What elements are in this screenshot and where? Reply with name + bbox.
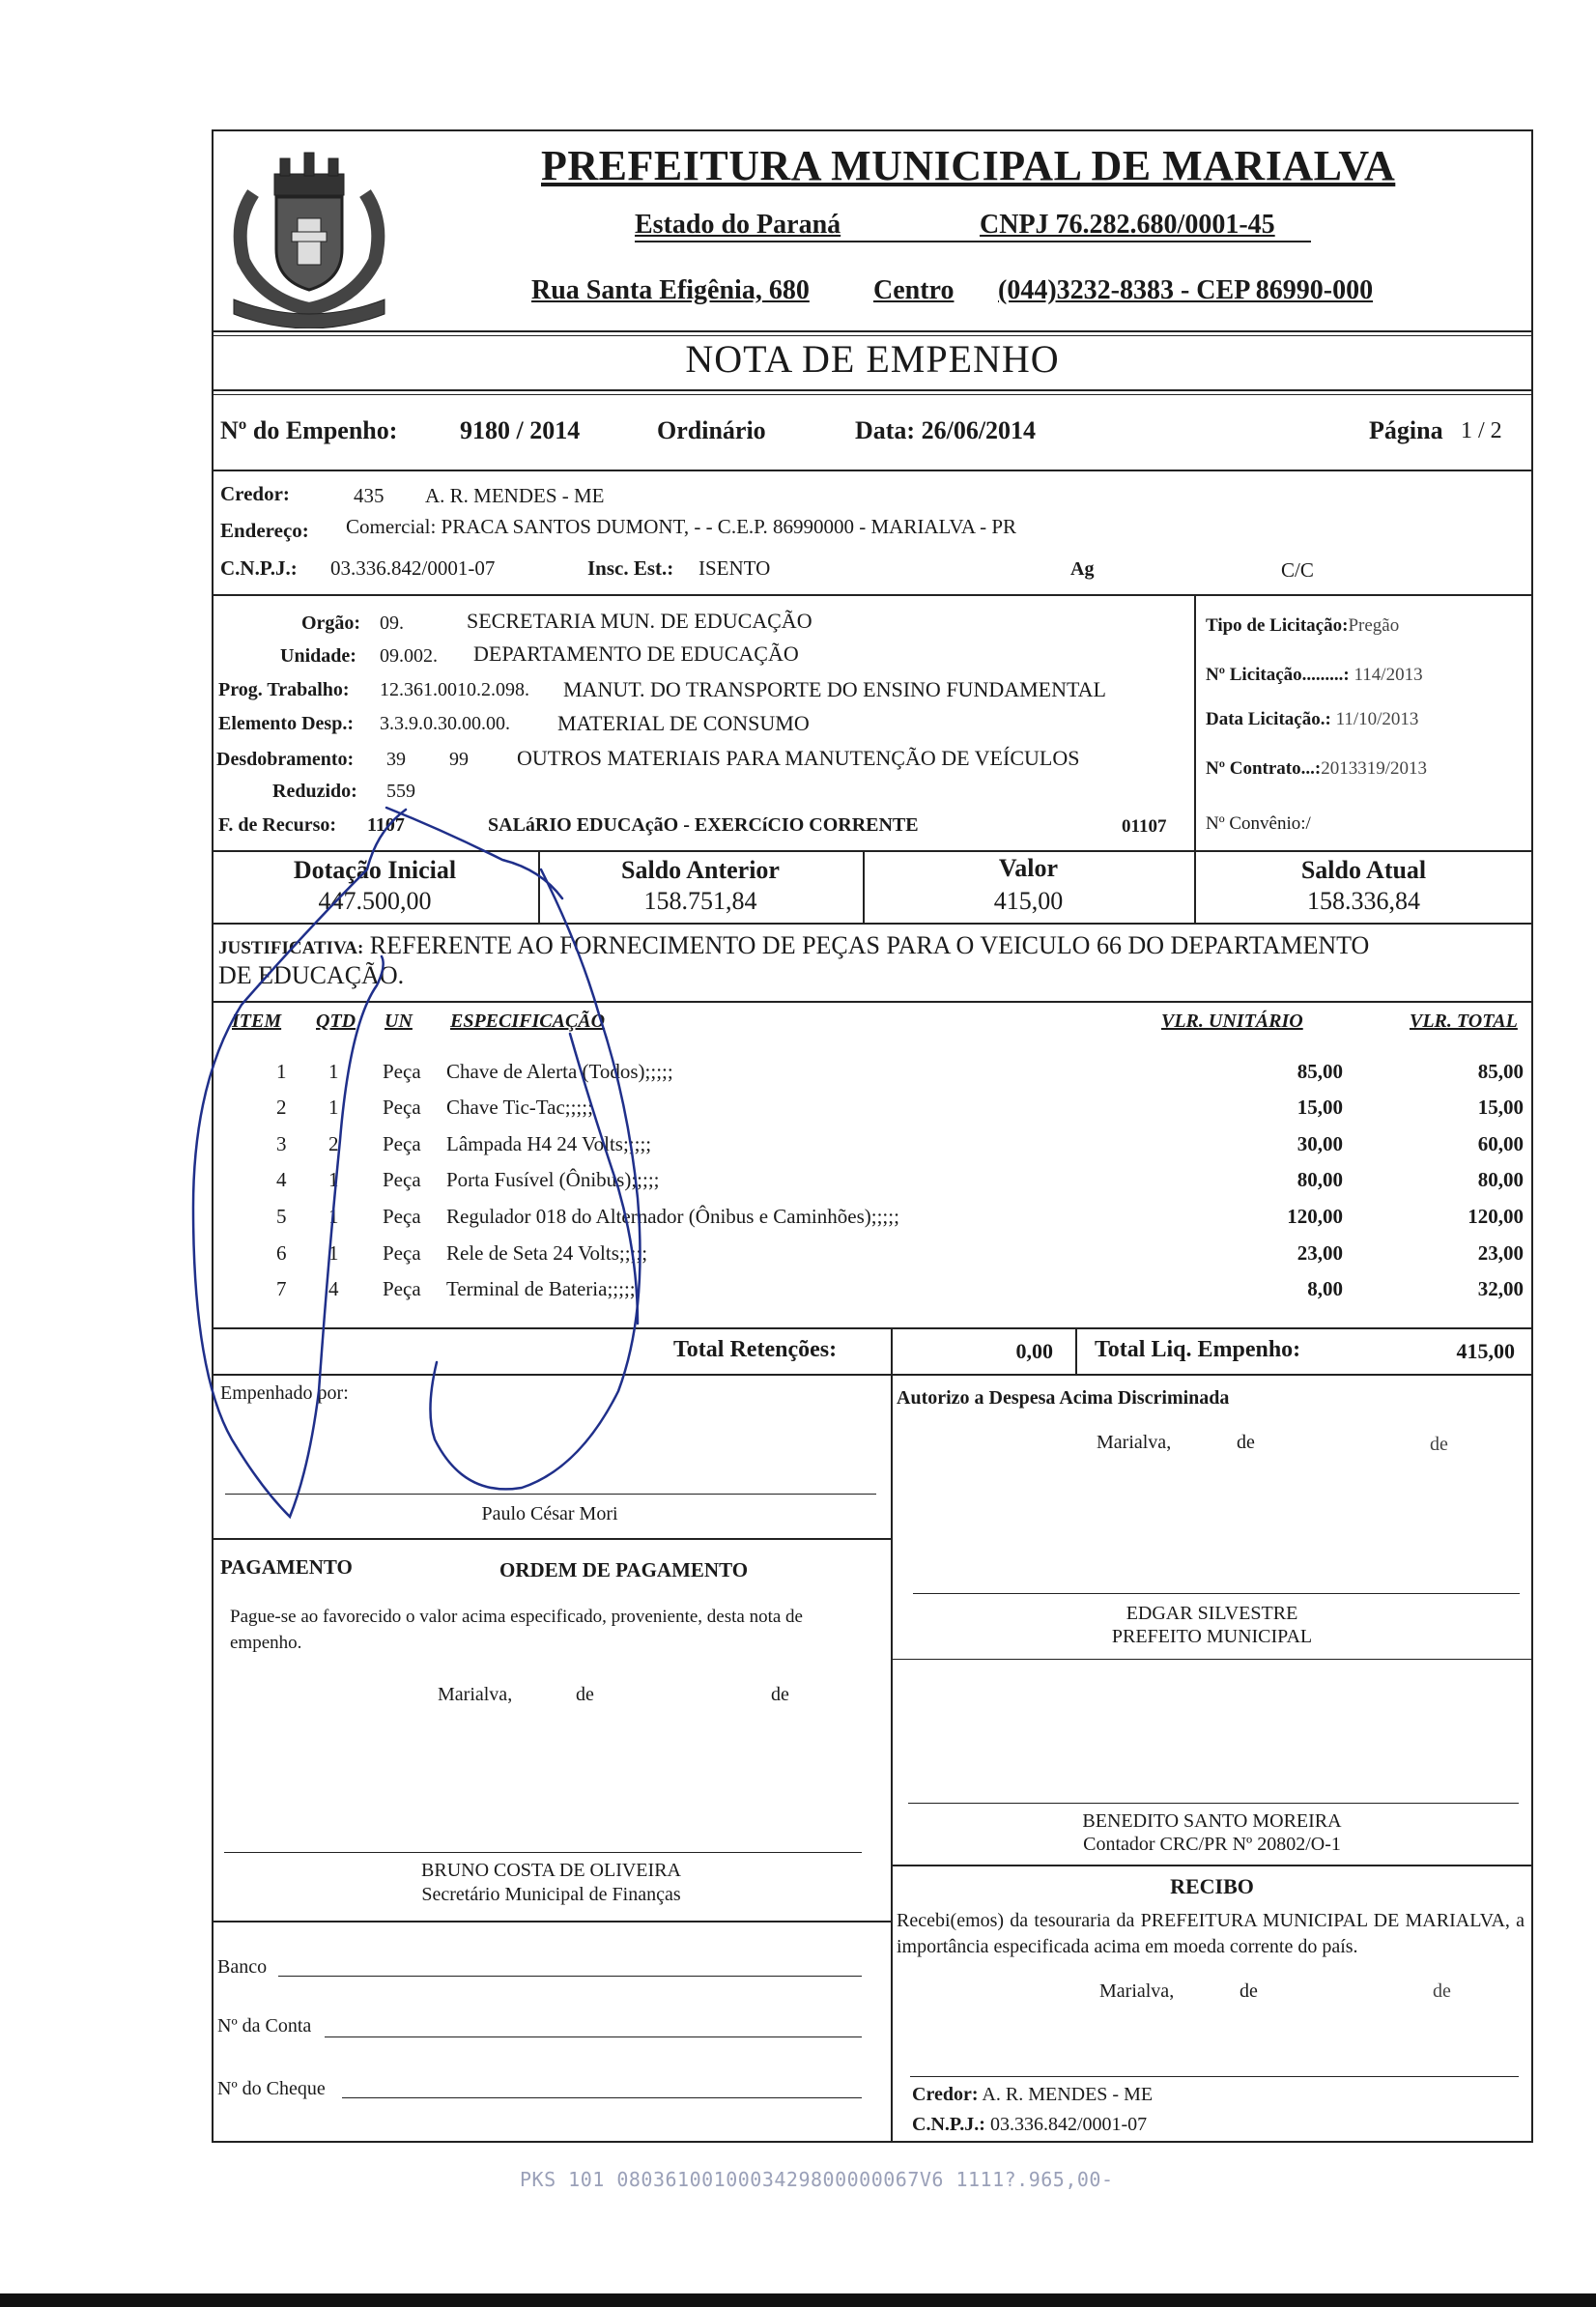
- unidade-label: Unidade:: [280, 645, 356, 667]
- retencoes-label: Total Retenções:: [673, 1337, 838, 1362]
- header-phone-cep: (044)3232-8383 - CEP 86990-000: [998, 275, 1374, 305]
- header-cnpj: CNPJ 76.282.680/0001-45: [980, 210, 1275, 240]
- recibo-place: Marialva,: [1099, 1980, 1175, 2002]
- orgao-label: Orgão:: [301, 612, 361, 634]
- desdobramento-code1: 39: [386, 749, 406, 770]
- elemento-code: 3.3.9.0.30.00.00.: [380, 713, 510, 734]
- item-unit-price: 80,00: [1297, 1168, 1343, 1191]
- saldo-atual-value: 158.336,84: [1307, 887, 1420, 915]
- col-qtd-header: QTD: [316, 1011, 356, 1032]
- credor-label: Credor:: [220, 482, 290, 505]
- orgao-code: 09.: [380, 612, 404, 634]
- col-item-header: ITEM: [232, 1011, 282, 1032]
- item-number: 7: [276, 1277, 287, 1300]
- scan-edge: [0, 2293, 1596, 2307]
- prog-name: MANUT. DO TRANSPORTE DO ENSINO FUNDAMENTAL: [563, 677, 1106, 701]
- item-spec: Rele de Seta 24 Volts;;;;;: [446, 1241, 648, 1265]
- credor-cnpj: 03.336.842/0001-07: [330, 556, 496, 580]
- item-number: 1: [276, 1060, 287, 1083]
- item-unit-price: 30,00: [1297, 1132, 1343, 1155]
- item-spec: Terminal de Bateria;;;;;: [446, 1277, 636, 1300]
- item-un: Peça: [383, 1096, 421, 1119]
- prog-label: Prog. Trabalho:: [218, 679, 350, 700]
- item-spec: Porta Fusível (Ônibus);;;;;: [446, 1168, 660, 1191]
- pagamento-place: Marialva,: [438, 1684, 513, 1705]
- num-licitacao-label: Nº Licitação.........:: [1206, 665, 1350, 685]
- item-total: 32,00: [1477, 1277, 1524, 1300]
- data-licitacao-value: 11/10/2013: [1335, 709, 1419, 729]
- col-total-header: VLR. TOTAL: [1410, 1011, 1518, 1032]
- pagamento-label: PAGAMENTO: [220, 1555, 353, 1579]
- item-qtd: 2: [328, 1132, 339, 1155]
- item-qtd: 1: [328, 1168, 339, 1191]
- autorizo-text: Autorizo a Despesa Acima Discriminada: [897, 1387, 1230, 1409]
- item-total: 80,00: [1477, 1168, 1524, 1191]
- autorizo-de2: de: [1430, 1434, 1448, 1455]
- item-unit-price: 23,00: [1297, 1241, 1343, 1265]
- header-state: Estado do Paraná: [635, 210, 841, 240]
- empenhado-label: Empenhado por:: [220, 1382, 349, 1404]
- justificativa-label: JUSTIFICATIVA:: [218, 938, 364, 958]
- item-qtd: 4: [328, 1277, 339, 1300]
- saldo-atual-label: Saldo Atual: [1300, 856, 1427, 884]
- item-total: 23,00: [1477, 1241, 1524, 1265]
- prefeito-title: PREFEITO MUNICIPAL: [1111, 1626, 1313, 1647]
- pagamento-de1: de: [576, 1684, 594, 1705]
- credor-insc: ISENTO: [698, 556, 771, 580]
- prog-code: 12.361.0010.2.098.: [380, 679, 529, 700]
- header-title: PREFEITURA MUNICIPAL DE MARIALVA: [541, 142, 1396, 189]
- unidade-code: 09.002.: [380, 645, 438, 667]
- item-qtd: 1: [328, 1060, 339, 1083]
- recibo-de2: de: [1433, 1980, 1451, 2002]
- recibo-de1: de: [1240, 1980, 1258, 2002]
- saldo-anterior-value: 158.751,84: [643, 887, 757, 915]
- ordem-pagamento: ORDEM DE PAGAMENTO: [499, 1558, 749, 1581]
- banco-label: Banco: [217, 1956, 268, 1978]
- saldo-anterior-label: Saldo Anterior: [621, 856, 780, 884]
- item-unit-price: 120,00: [1287, 1205, 1343, 1228]
- dotacao-label: Dotação Inicial: [293, 856, 457, 884]
- desdobramento-name: OUTROS MATERIAIS PARA MANUTENÇÃO DE VEÍCULOS: [517, 746, 1080, 770]
- recibo-credor-label: Credor:: [912, 2084, 979, 2105]
- desdobramento-code2: 99: [449, 749, 469, 770]
- page-value: 1 / 2: [1461, 418, 1502, 443]
- item-qtd: 1: [328, 1241, 339, 1265]
- unidade-name: DEPARTAMENTO DE EDUCAÇÃO: [473, 641, 799, 666]
- address-label: Endereço:: [220, 519, 309, 542]
- recibo-title: RECIBO: [1170, 1874, 1254, 1898]
- item-spec: Chave Tic-Tac;;;;;: [446, 1096, 593, 1119]
- item-spec: Chave de Alerta (Todos);;;;;: [446, 1060, 673, 1083]
- doc-title: NOTA DE EMPENHO: [685, 337, 1060, 381]
- header-district: Centro: [873, 275, 955, 305]
- valor-label: Valor: [998, 854, 1059, 882]
- num-licitacao-value: 114/2013: [1354, 665, 1423, 685]
- insc-label: Insc. Est.:: [587, 556, 674, 580]
- item-qtd: 1: [328, 1205, 339, 1228]
- retencoes-value: 0,00: [1015, 1339, 1053, 1363]
- elemento-name: MATERIAL DE CONSUMO: [557, 711, 810, 735]
- col-spec-header: ESPECIFICAÇÃO: [450, 1011, 606, 1032]
- item-un: Peça: [383, 1132, 421, 1155]
- item-un: Peça: [383, 1060, 421, 1083]
- autorizo-place: Marialva,: [1097, 1432, 1172, 1453]
- cheque-label: Nº do Cheque: [217, 2078, 326, 2099]
- credor-code: 435: [354, 484, 385, 507]
- item-unit-price: 15,00: [1297, 1096, 1343, 1119]
- col-unit-header: VLR. UNITÁRIO: [1161, 1011, 1303, 1032]
- item-total: 15,00: [1477, 1096, 1524, 1119]
- secretario-name: BRUNO COSTA DE OLIVEIRA: [421, 1860, 681, 1881]
- footer-code: PKS 101 0803610010003429800000067V6 1111?.965,00-: [520, 2168, 1114, 2191]
- ag-label: Ag: [1070, 558, 1095, 580]
- reduzido-value: 559: [386, 781, 415, 802]
- item-number: 5: [276, 1205, 287, 1228]
- data-licitacao-label: Data Licitação.:: [1206, 709, 1331, 729]
- item-total: 120,00: [1468, 1205, 1524, 1228]
- page-label: Página: [1369, 416, 1443, 444]
- item-number: 3: [276, 1132, 287, 1155]
- header-address: Rua Santa Efigênia, 680: [531, 275, 810, 305]
- desdobramento-label: Desdobramento:: [216, 749, 355, 770]
- item-un: Peça: [383, 1277, 421, 1300]
- secretario-title: Secretário Municipal de Finanças: [421, 1884, 681, 1905]
- convenio-label: Nº Convênio:/: [1206, 813, 1311, 834]
- contador-name: BENEDITO SANTO MOREIRA: [1082, 1810, 1342, 1832]
- item-total: 60,00: [1477, 1132, 1524, 1155]
- tipo-licitacao-value: Pregão: [1348, 615, 1400, 636]
- item-un: Peça: [383, 1168, 421, 1191]
- contrato-value: 2013319/2013: [1321, 758, 1427, 779]
- contrato-label: Nº Contrato...:: [1206, 758, 1322, 779]
- credor-name: A. R. MENDES - ME: [425, 484, 605, 507]
- reduzido-label: Reduzido:: [272, 781, 357, 802]
- recurso-code2: 01107: [1122, 816, 1167, 837]
- recibo-text: Recebi(emos) da tesouraria da PREFEITURA MUNICIPAL DE MARIALVA, a importância especificada acima em moeda corrente do país.: [897, 1910, 1525, 1957]
- item-total: 85,00: [1477, 1060, 1524, 1083]
- item-number: 4: [276, 1168, 287, 1191]
- orgao-name: SECRETARIA MUN. DE EDUCAÇÃO: [467, 609, 812, 633]
- empenho-number: 9180 / 2014: [460, 416, 581, 444]
- autorizo-de1: de: [1237, 1432, 1255, 1453]
- recurso-label: F. de Recurso:: [218, 814, 337, 836]
- item-unit-price: 8,00: [1307, 1277, 1343, 1300]
- item-spec: Lâmpada H4 24 Volts;;;;;: [446, 1132, 652, 1155]
- item-qtd: 1: [328, 1096, 339, 1119]
- dotacao-value: 447.500,00: [318, 887, 432, 915]
- item-un: Peça: [383, 1241, 421, 1265]
- tipo-licitacao-label: Tipo de Licitação:: [1206, 615, 1349, 636]
- cc-label: C/C: [1281, 558, 1314, 582]
- prefeito-name: EDGAR SILVESTRE: [1126, 1603, 1298, 1624]
- recibo-cnpj: 03.336.842/0001-07: [989, 2114, 1148, 2135]
- item-unit-price: 85,00: [1297, 1060, 1343, 1083]
- recibo-credor: A. R. MENDES - ME: [982, 2084, 1154, 2105]
- justificativa-text2: DE EDUCAÇÃO.: [218, 961, 405, 989]
- liquido-label: Total Liq. Empenho:: [1095, 1337, 1301, 1362]
- item-number: 2: [276, 1096, 287, 1119]
- credor-address: Comercial: PRACA SANTOS DUMONT, - - C.E.P. 86990000 - MARIALVA - PR: [346, 515, 1017, 538]
- liquido-value: 415,00: [1456, 1339, 1515, 1363]
- contador-title: Contador CRC/PR Nº 20802/O-1: [1083, 1834, 1341, 1855]
- empenhado-name: Paulo César Mori: [481, 1503, 618, 1524]
- cnpj-label: C.N.P.J.:: [220, 556, 298, 580]
- item-spec: Regulador 018 do Alternador (Ônibus e Caminhões);;;;;: [446, 1205, 899, 1228]
- recurso-name: SALáRIO EDUCAçãO - EXERCíCIO CORRENTE: [488, 814, 919, 836]
- empenho-type: Ordinário: [657, 416, 766, 444]
- recibo-cnpj-label: C.N.P.J.:: [912, 2114, 985, 2135]
- recurso-code: 1107: [367, 814, 405, 836]
- pagamento-text: Pague-se ao favorecido o valor acima especificado, proveniente, desta nota de empenho.: [230, 1607, 803, 1653]
- valor-value: 415,00: [993, 887, 1064, 915]
- elemento-label: Elemento Desp.:: [218, 713, 354, 734]
- pagamento-de2: de: [771, 1684, 789, 1705]
- empenho-date: Data: 26/06/2014: [855, 416, 1037, 444]
- empenho-label: Nº do Empenho:: [220, 416, 398, 444]
- conta-label: Nº da Conta: [217, 2015, 312, 2036]
- item-un: Peça: [383, 1205, 421, 1228]
- justificativa-text1: REFERENTE AO FORNECIMENTO DE PEÇAS PARA O VEICULO 66 DO DEPARTAMENTO: [369, 931, 1370, 959]
- item-number: 6: [276, 1241, 287, 1265]
- col-un-header: UN: [385, 1011, 413, 1032]
